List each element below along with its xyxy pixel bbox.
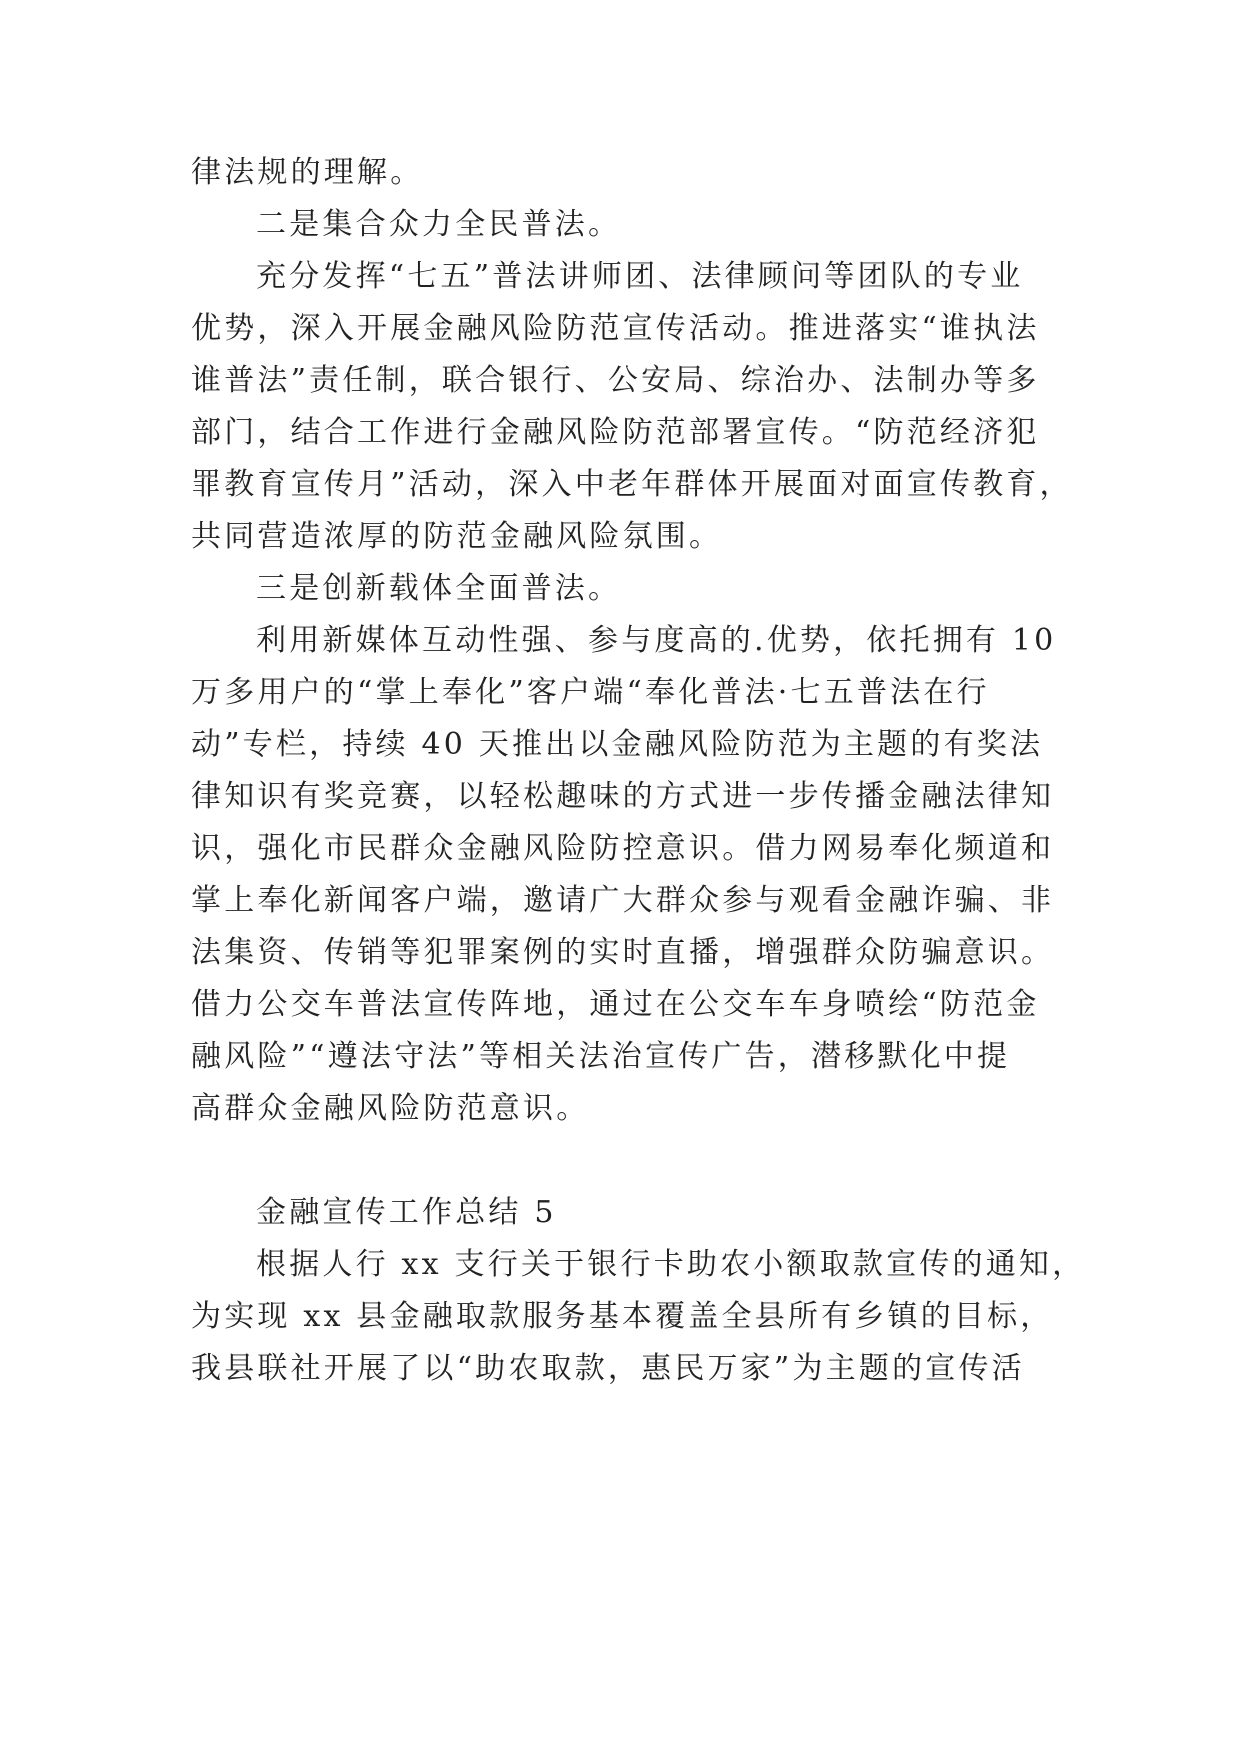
- body-text-line: 万多用户的“掌上奉化”客户端“奉化普法·七五普法在行: [191, 675, 990, 710]
- body-text-line: 识，强化市民群众金融风险防控意识。借力网易奉化频道和: [191, 831, 1055, 866]
- body-text-line: 动”专栏，持续 40 天推出以金融风险防范为主题的有奖法: [191, 727, 1044, 762]
- body-text-line: 律法规的理解。: [191, 155, 424, 190]
- body-text-line: 掌上奉化新闻客户端，邀请广大群众参与观看金融诈骗、非: [191, 883, 1055, 918]
- body-text-line: 优势，深入开展金融风险防范宣传活动。推进落实“谁执法: [191, 311, 1040, 346]
- body-text-line: 律知识有奖竞赛，以轻松趣味的方式进一步传播金融法律知: [191, 779, 1055, 814]
- body-text-line: 利用新媒体互动性强、参与度高的.优势，依托拥有 10: [256, 623, 1057, 658]
- body-text-line: 为实现 xx 县金融取款服务基本覆盖全县所有乡镇的目标，: [191, 1299, 1054, 1334]
- body-text-line: 高群众金融风险防范意识。: [191, 1091, 590, 1126]
- body-text-line: 部门，结合工作进行金融风险防范部署宣传。“防范经济犯: [191, 415, 1040, 450]
- body-text-line: 法集资、传销等犯罪案例的实时直播，增强群众防骗意识。: [191, 935, 1055, 970]
- body-text-line: 我县联社开展了以“助农取款，惠民万家”为主题的宣传活: [191, 1351, 1025, 1386]
- section-heading: 三是创新载体全面普法。: [256, 571, 622, 606]
- body-text-line: 充分发挥“七五”普法讲师团、法律顾问等团队的专业: [256, 259, 1024, 294]
- body-text-line: 罪教育宣传月”活动，深入中老年群体开展面对面宣传教育，: [191, 467, 1073, 502]
- body-text-line: 融风险”“遵法守法”等相关法治宣传广告，潜移默化中提: [191, 1039, 1011, 1074]
- section-heading: 二是集合众力全民普法。: [256, 207, 622, 242]
- body-text-line: 借力公交车普法宣传阵地，通过在公交车车身喷绘“防范金: [191, 987, 1040, 1022]
- body-text-line: 谁普法”责任制，联合银行、公安局、综治办、法制办等多: [191, 363, 1040, 398]
- body-text-line: 共同营造浓厚的防范金融风险氛围。: [191, 519, 723, 554]
- body-text-line: 根据人行 xx 支行关于银行卡助农小额取款宣传的通知，: [256, 1247, 1086, 1282]
- section-title: 金融宣传工作总结 5: [256, 1195, 557, 1230]
